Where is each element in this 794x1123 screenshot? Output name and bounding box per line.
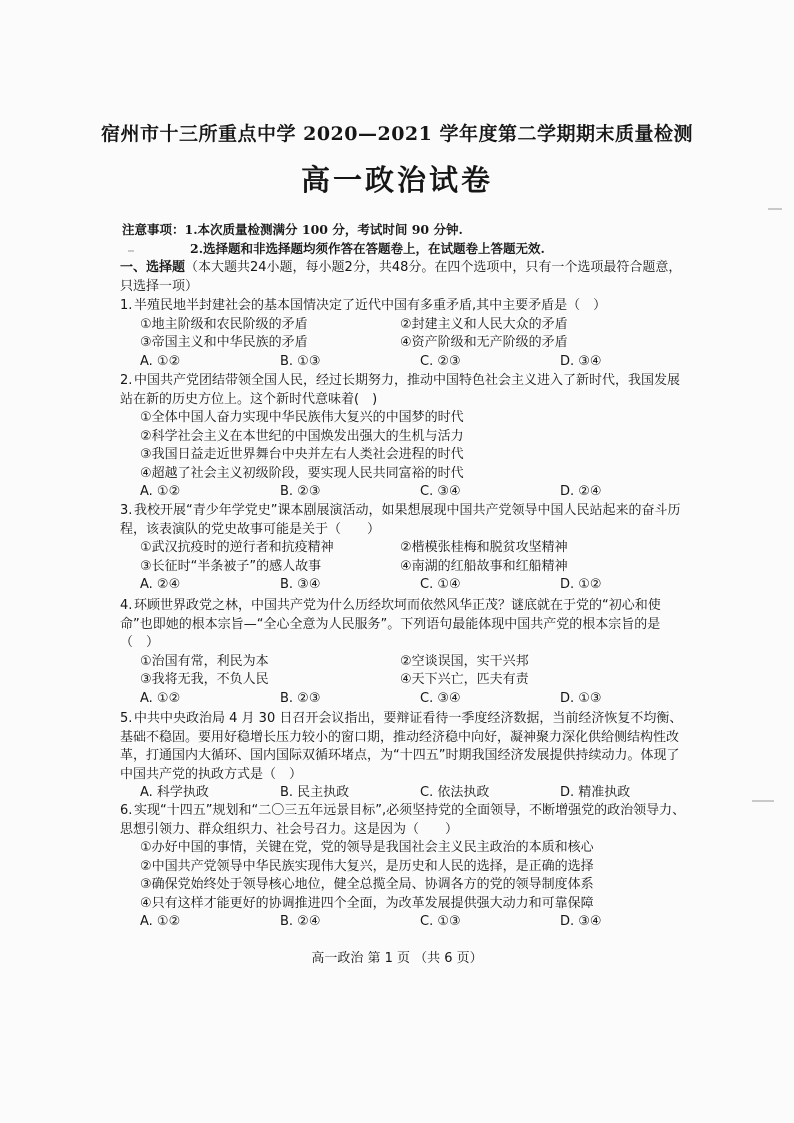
option-3: ③我国日益走近世界舞台中央并左右人类社会进程的时代 bbox=[140, 447, 464, 462]
answer-choices bbox=[120, 913, 690, 932]
answer-c: C. 依法执政 bbox=[420, 785, 490, 800]
answer-d: D. ②④ bbox=[560, 484, 602, 499]
option-4: ④超越了社会主义初级阶段，要实现人民共同富裕的时代 bbox=[140, 465, 464, 481]
answer-a: A. ①② bbox=[140, 353, 181, 369]
answer-choices bbox=[120, 353, 690, 372]
option-4: ④只有这样才能更好的协调推进四个全面，为改革发展提供强大动力和可靠保障 bbox=[140, 895, 594, 911]
page-footer: 高一政治 第 1 页 （共 6 页） bbox=[311, 951, 483, 966]
answer-b: B. ①③ bbox=[280, 353, 321, 369]
scan-mark bbox=[752, 800, 774, 802]
question-5 bbox=[120, 710, 690, 803]
answer-c: C. ②③ bbox=[420, 353, 461, 369]
answer-c: C. ③④ bbox=[420, 690, 461, 706]
option-2: ②中国共产党领导中华民族实现伟大复兴，是历史和人民的选择，是正确的选择 bbox=[140, 858, 594, 874]
scan-mark bbox=[128, 250, 134, 252]
option-2: ②科学社会主义在本世纪的中国焕发出强大的生机与活力 bbox=[140, 428, 464, 444]
option-3: ③帝国主义和中华民族的矛盾 bbox=[140, 335, 308, 350]
option-3: ③确保党始终处于领导核心地位，健全总揽全局、协调各方的党的领导制度体系 bbox=[140, 877, 594, 892]
question-stem: 我校开展“青少年学党史”课本剧展演活动，如果想展现中国共产党领导中国人民站起来的奋斗历程，该表演队的党史故事可能是关于（ ） bbox=[120, 503, 681, 537]
question-number: 4. bbox=[120, 598, 133, 613]
option-4: ④天下兴亡，匹夫有责 bbox=[400, 672, 529, 687]
answer-choices bbox=[120, 576, 690, 595]
section-1-heading: 一、选择题 bbox=[120, 260, 186, 275]
answer-choices bbox=[120, 784, 690, 803]
question-4 bbox=[120, 597, 690, 708]
option-1: ①武汉抗疫时的逆行者和抗疫精神 bbox=[140, 540, 334, 555]
question-6 bbox=[120, 802, 690, 932]
question-stem: 半殖民地半封建社会的基本国情决定了近代中国有多重矛盾,其中主要矛盾是（ ） bbox=[134, 298, 607, 313]
question-stem: 环顾世界政党之林，中国共产党为什么历经坎坷而依然风华正茂？谜底就在于党的“初心和使命”也即她的根本宗旨—“全心全意为人民服务”。下列语句最能体现中国共产党的根本宗旨的是（ ） bbox=[120, 598, 661, 650]
question-3 bbox=[120, 502, 690, 595]
answer-b: B. ②③ bbox=[280, 484, 321, 499]
option-2: ②空谈误国，实干兴邦 bbox=[400, 653, 529, 669]
notice-line-1: 注意事项：1.本次质量检测满分 100 分，考试时间 90 分钟. bbox=[122, 222, 463, 237]
answer-b: B. ③④ bbox=[280, 577, 321, 592]
option-4: ④资产阶级和无产阶级的矛盾 bbox=[400, 335, 568, 350]
question-stem: 实现“十四五”规划和“二〇三五年远景目标”,必须坚持党的全面领导，不断增强党的政治领导力、思想引领力、群众组织力、社会号召力。这是因为（ ） bbox=[120, 803, 686, 837]
option-1: ①治国有常，利民为本 bbox=[140, 653, 269, 669]
question-number: 3. bbox=[120, 503, 133, 518]
answer-a: A. ①② bbox=[140, 914, 181, 929]
answer-choices bbox=[120, 690, 690, 709]
answer-d: D. ③④ bbox=[560, 914, 602, 929]
scan-mark bbox=[768, 208, 782, 210]
question-1 bbox=[120, 297, 690, 371]
answer-b: B. ②③ bbox=[280, 690, 321, 706]
notice-line-2: 2.选择题和非选择题均须作答在答题卷上，在试题卷上答题无效. bbox=[190, 241, 545, 256]
question-stem: 中共中央政治局 4 月 30 日召开会议指出，要辩证看待一季度经济数据，当前经济恢复不均衡、基础不稳固。要用好稳增长压力较小的窗口期，推动经济稳中向好，凝神聚力深化供给侧结构性改革，打通国内大循环、国内国际双循环堵点，为“十四五”时期我国经济发展提供持续动力。体现了中国共产党的执政方式是（ ） bbox=[120, 711, 683, 782]
answer-d: D. ①② bbox=[560, 577, 602, 592]
option-1: ①办好中国的事情，关键在党，党的领导是我国社会主义民主政治的本质和核心 bbox=[140, 840, 594, 855]
school-exam-heading: 宿州市十三所重点中学 2020—2021 学年度第二学期期末质量检测 bbox=[101, 123, 693, 145]
question-number: 6. bbox=[120, 803, 133, 818]
question-2 bbox=[120, 372, 690, 502]
question-number: 1. bbox=[120, 298, 133, 313]
answer-d: D. ③④ bbox=[560, 353, 602, 369]
answer-b: B. ②④ bbox=[280, 914, 321, 929]
answer-b: B. 民主执政 bbox=[280, 785, 350, 800]
answer-a: A. ②④ bbox=[140, 577, 181, 592]
option-1: ①全体中国人奋力实现中华民族伟大复兴的中国梦的时代 bbox=[140, 410, 464, 425]
question-number: 5. bbox=[120, 711, 133, 726]
option-3: ③长征时“半条被子”的感人故事 bbox=[140, 558, 322, 574]
option-2: ②封建主义和人民大众的矛盾 bbox=[400, 316, 568, 332]
answer-choices bbox=[120, 483, 690, 502]
answer-c: C. ①③ bbox=[420, 914, 461, 929]
answer-d: D. 精准执政 bbox=[560, 785, 631, 800]
answer-c: C. ①④ bbox=[420, 577, 461, 592]
option-2: ②楷模张桂梅和脱贫攻坚精神 bbox=[400, 540, 568, 555]
subject-title: 高一政治试卷 bbox=[300, 163, 493, 197]
section-1-description: （本大题共24小题，每小题2分，共48分。在四个选项中，只有一个选项最符合题意，只选择一项） bbox=[120, 260, 682, 294]
answer-a: A. ①② bbox=[140, 484, 181, 499]
answer-a: A. 科学执政 bbox=[140, 785, 209, 800]
answer-a: A. ①② bbox=[140, 690, 181, 706]
option-1: ①地主阶级和农民阶级的矛盾 bbox=[140, 316, 308, 332]
option-4: ④南湖的红船故事和红船精神 bbox=[400, 558, 568, 574]
option-3: ③我将无我，不负人民 bbox=[140, 672, 269, 687]
question-stem: 中国共产党团结带领全国人民，经过长期努力，推动中国特色社会主义进入了新时代，我国发展站在新的历史方位上。这个新时代意味着( ) bbox=[120, 373, 681, 407]
section-1-header bbox=[120, 258, 690, 296]
question-number: 2. bbox=[120, 373, 133, 388]
answer-d: D. ①③ bbox=[560, 690, 602, 706]
answer-c: C. ③④ bbox=[420, 484, 461, 499]
